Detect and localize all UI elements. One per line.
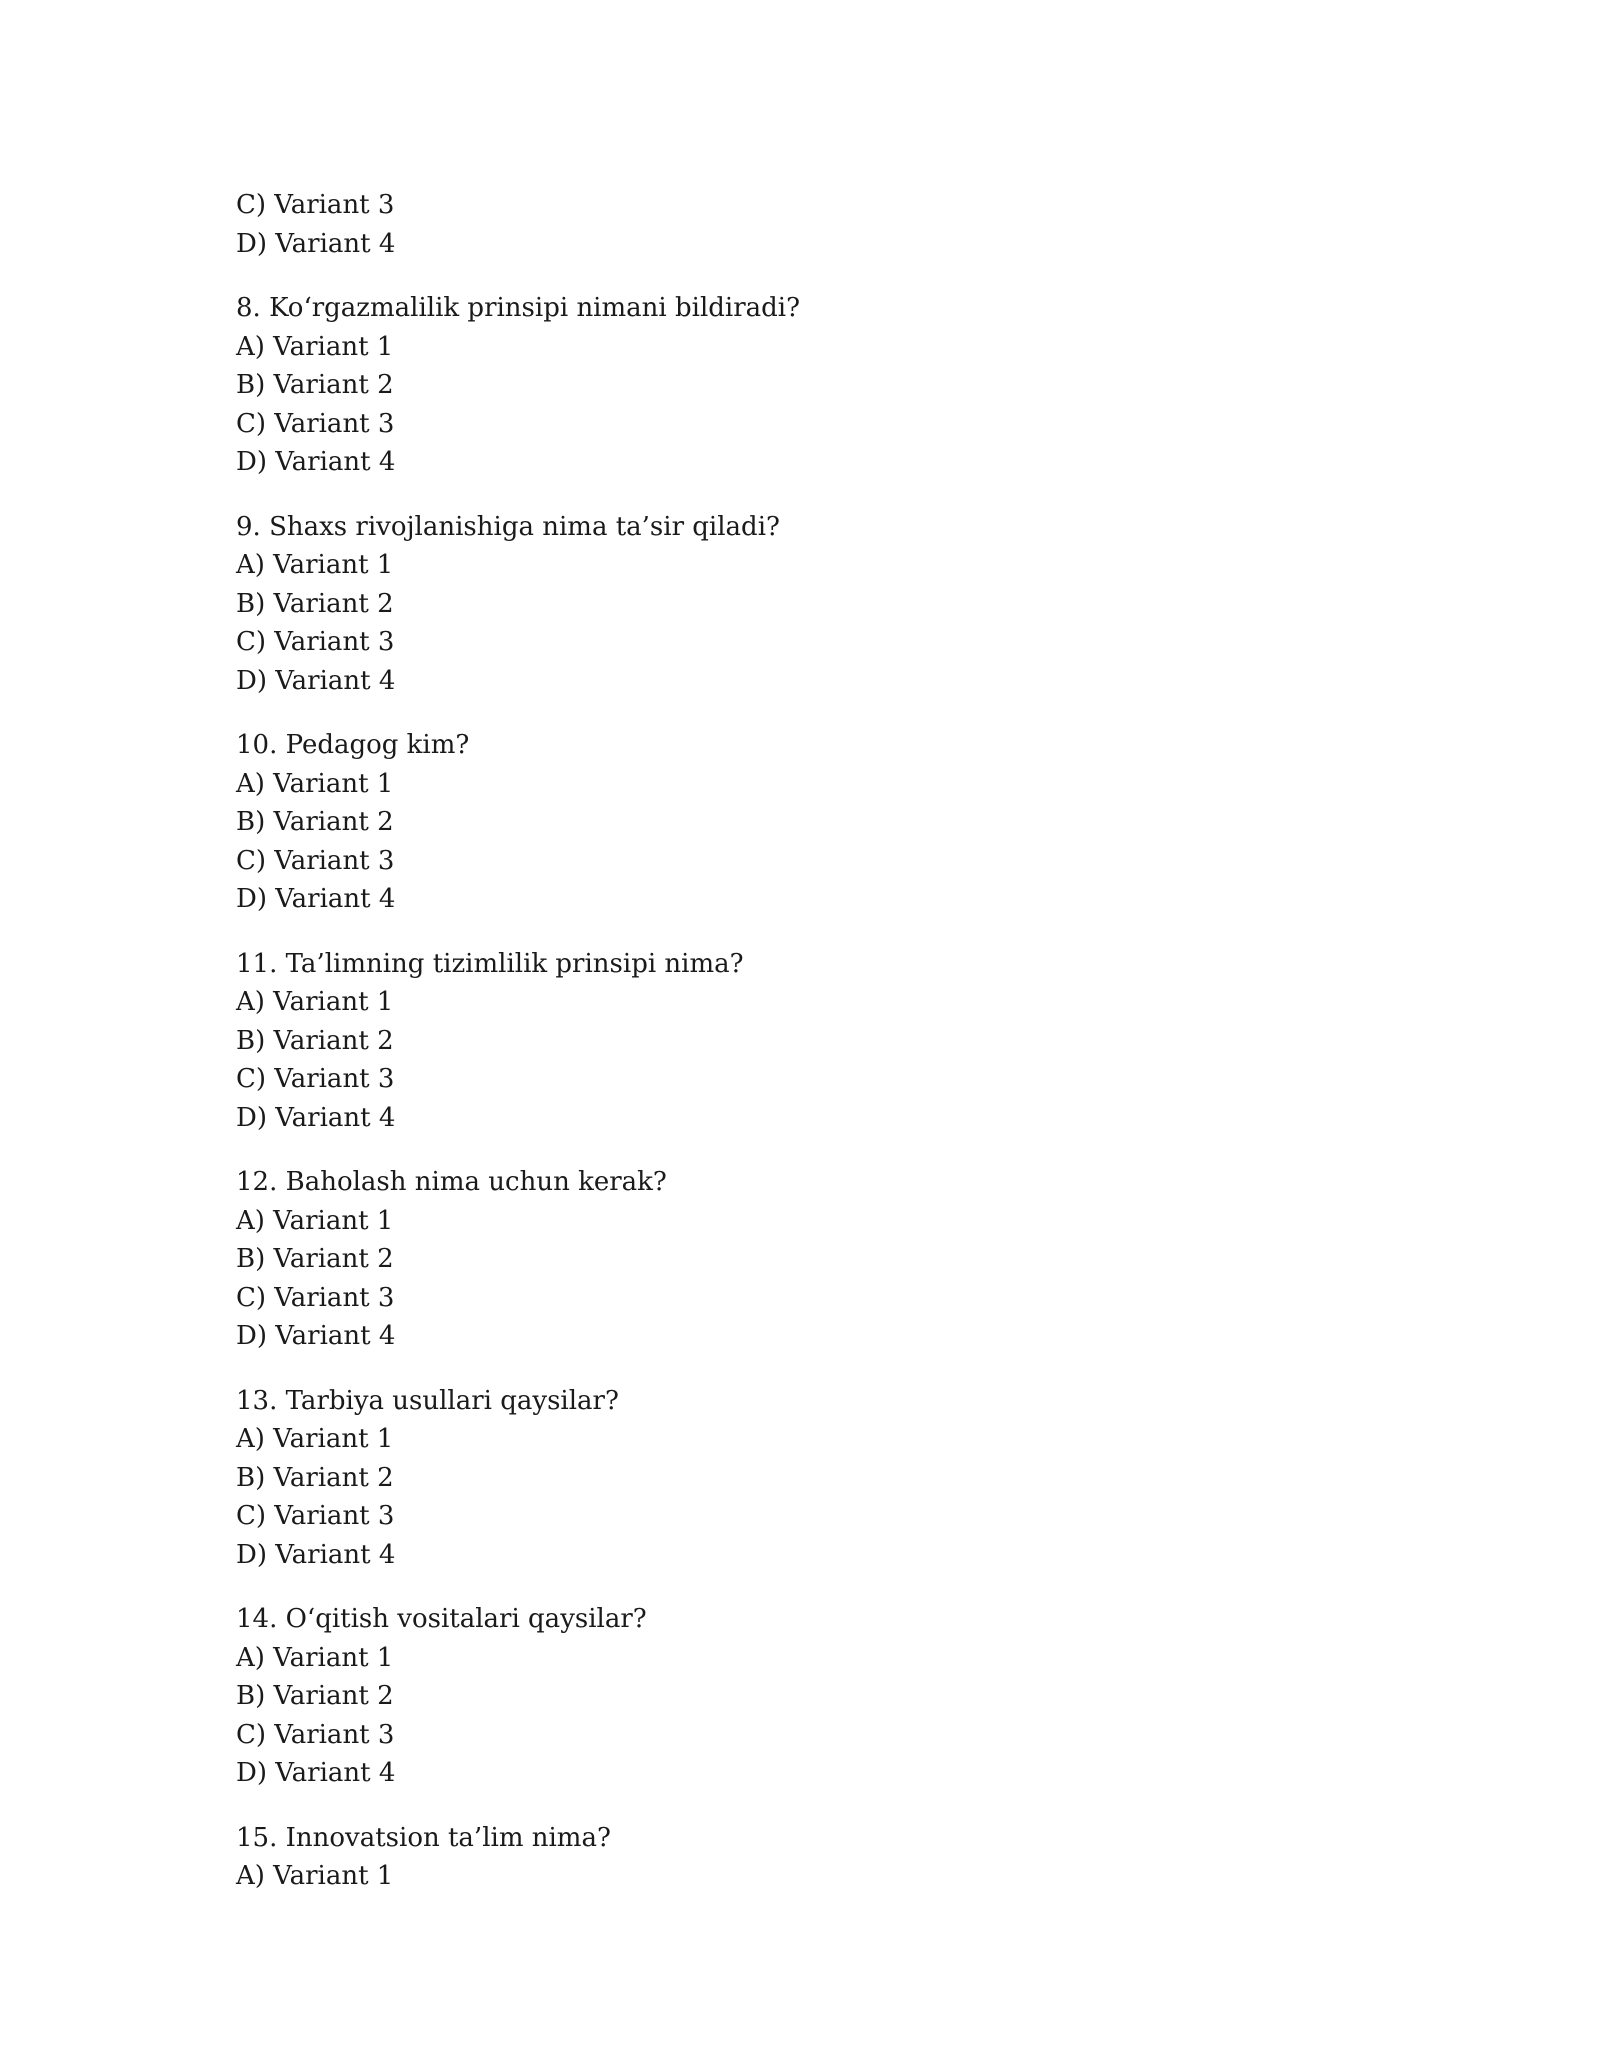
option-b: B) Variant 2: [236, 1681, 394, 1711]
option-c: C) Variant 3: [236, 408, 395, 439]
quiz-content: [236, 186, 1366, 1896]
option-c: C) Variant 3: [236, 1282, 395, 1313]
option-d: D) Variant 4: [236, 1758, 396, 1788]
question-text: 15. Innovatsion ta’lim nima?: [236, 1822, 611, 1853]
question-12: [236, 1163, 1366, 1356]
option-a: A) Variant 1: [236, 550, 394, 580]
option-a: A) Variant 1: [236, 987, 394, 1017]
option-d: D) Variant 4: [236, 665, 396, 696]
option-c: C) Variant 3: [236, 1064, 395, 1094]
question-text: 10. Pedagog kim?: [236, 730, 470, 760]
option-a: A) Variant 1: [236, 331, 394, 362]
question-9: [236, 508, 1366, 701]
question-text: 12. Baholash nima uchun kerak?: [236, 1167, 667, 1197]
option-a: A) Variant 1: [236, 1205, 394, 1236]
question-10: [236, 726, 1366, 919]
question-13: [236, 1382, 1366, 1575]
question-text: 14. O‘qitish vositalari qaysilar?: [236, 1604, 647, 1634]
option-c: C) Variant 3: [236, 627, 395, 657]
option-a: A) Variant 1: [236, 768, 394, 799]
option-c: C) Variant 3: [236, 1501, 395, 1531]
option-d: D) Variant 4: [236, 1102, 396, 1133]
option-c: C) Variant 3: [236, 190, 395, 220]
question-8: [236, 289, 1366, 482]
option-a: A) Variant 1: [236, 1642, 394, 1673]
option-a: A) Variant 1: [236, 1424, 394, 1454]
question-text: 9. Shaxs rivojlanishiga nima ta’sir qiladi?: [236, 511, 780, 542]
option-d: D) Variant 4: [236, 1321, 396, 1351]
option-b: B) Variant 2: [236, 1462, 394, 1493]
option-b: B) Variant 2: [236, 370, 394, 400]
option-d: D) Variant 4: [236, 228, 396, 259]
question-11: [236, 945, 1366, 1138]
question-text: 8. Ko‘rgazmalilik prinsipi nimani bildiradi?: [236, 293, 801, 323]
option-d: D) Variant 4: [236, 1539, 396, 1570]
option-b: B) Variant 2: [236, 1025, 394, 1056]
option-c: C) Variant 3: [236, 1719, 395, 1750]
question-text: 11. Ta’limning tizimlilik prinsipi nima?: [236, 948, 744, 979]
option-c: C) Variant 3: [236, 845, 395, 876]
option-b: B) Variant 2: [236, 807, 394, 837]
option-d: D) Variant 4: [236, 884, 396, 914]
question-14: [236, 1600, 1366, 1793]
option-a: A) Variant 1: [236, 1861, 394, 1891]
option-b: B) Variant 2: [236, 588, 394, 619]
option-b: B) Variant 2: [236, 1244, 394, 1274]
option-d: D) Variant 4: [236, 447, 396, 477]
question-15: [236, 1819, 1366, 1896]
continued-question-options: [236, 186, 1366, 263]
question-text: 13. Tarbiya usullari qaysilar?: [236, 1385, 619, 1416]
